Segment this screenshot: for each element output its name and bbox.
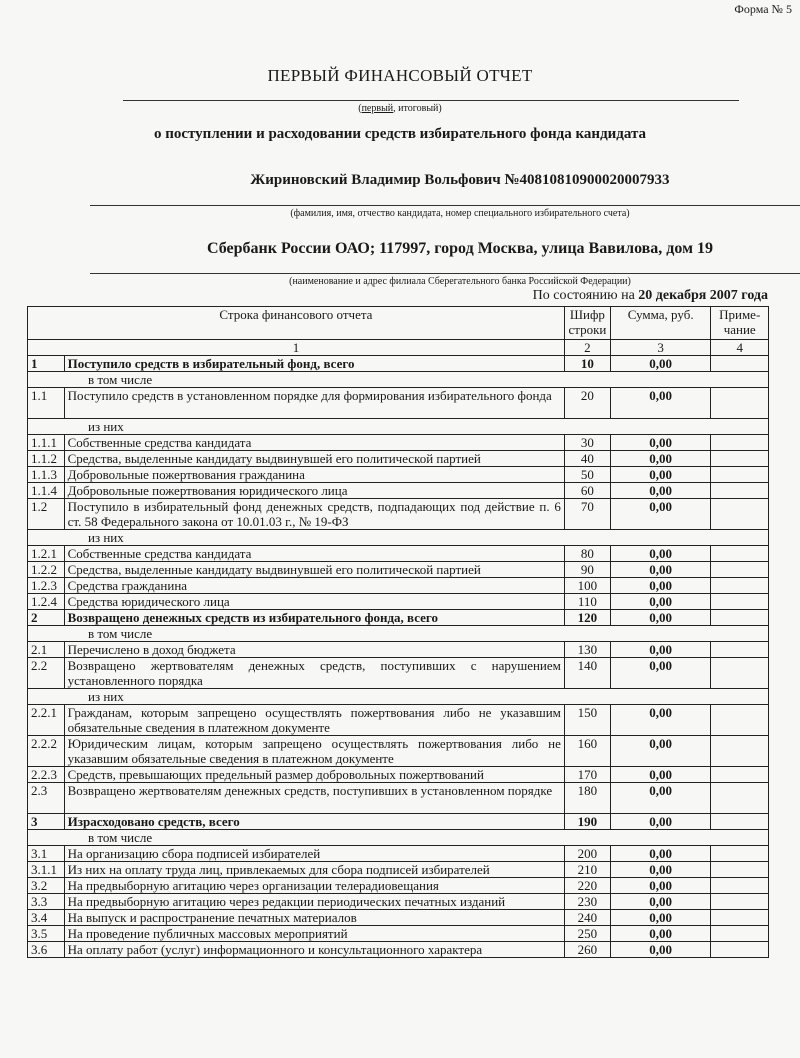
line-note: [711, 814, 769, 830]
line-description: На оплату работ (услуг) информационного и консультационного характера: [64, 942, 564, 958]
line-note: [711, 642, 769, 658]
line-description: На предвыборную агитацию через редакции периодических печатных изданий: [64, 894, 564, 910]
line-code: 80: [564, 546, 610, 562]
subheading-label: в том числе: [28, 830, 769, 846]
line-sum: 0,00: [610, 451, 710, 467]
line-note: [711, 942, 769, 958]
line-note: [711, 926, 769, 942]
form-number: Форма № 5: [734, 2, 792, 16]
line-sum: 0,00: [610, 783, 710, 814]
table-row: [28, 356, 769, 372]
line-sum: 0,00: [610, 610, 710, 626]
table-row: [28, 814, 769, 830]
line-code: 190: [564, 814, 610, 830]
line-note: [711, 356, 769, 372]
line-code: 90: [564, 562, 610, 578]
table-row: [28, 483, 769, 499]
table-row: [28, 878, 769, 894]
line-code: 180: [564, 783, 610, 814]
line-number: 2.2.2: [28, 736, 65, 767]
line-number: 3.5: [28, 926, 65, 942]
column-index: 2: [564, 340, 610, 356]
line-sum: 0,00: [610, 736, 710, 767]
line-number: 1.1: [28, 388, 65, 419]
line-code: 40: [564, 451, 610, 467]
table-row: [28, 862, 769, 878]
column-header-code: Шифр строки: [564, 307, 610, 340]
line-number: 3.1.1: [28, 862, 65, 878]
line-code: 200: [564, 846, 610, 862]
line-description: На проведение публичных массовых мероприятий: [64, 926, 564, 942]
line-sum: 0,00: [610, 942, 710, 958]
table-row: [28, 562, 769, 578]
table-row: [28, 642, 769, 658]
line-sum: 0,00: [610, 846, 710, 862]
line-description: Средства, выделенные кандидату выдвинувшей его политической партией: [64, 451, 564, 467]
line-note: [711, 562, 769, 578]
column-header-sum: Сумма, руб.: [610, 307, 710, 340]
table-row: [28, 736, 769, 767]
subheading-label: из них: [28, 689, 769, 705]
line-note: [711, 388, 769, 419]
bank-name-address: Сбербанк России ОАО; 117997, город Москва, улица Вавилова, дом 19: [207, 240, 713, 257]
line-sum: 0,00: [610, 483, 710, 499]
table-row: [28, 705, 769, 736]
line-number: 1.2: [28, 499, 65, 530]
line-description: Средств, превышающих предельный размер добровольных пожертвований: [64, 767, 564, 783]
line-number: 1.1.3: [28, 467, 65, 483]
line-sum: 0,00: [610, 499, 710, 530]
line-number: 1.1.2: [28, 451, 65, 467]
document-subtitle: о поступлении и расходовании средств избирательного фонда кандидата: [153, 126, 647, 142]
table-row: [28, 926, 769, 942]
line-sum: 0,00: [610, 926, 710, 942]
line-description: На предвыборную агитацию через организации телерадиовещания: [64, 878, 564, 894]
subheading-row: [28, 372, 769, 388]
line-sum: 0,00: [610, 467, 710, 483]
line-description: Возвращено денежных средств из избирательного фонда, всего: [64, 610, 564, 626]
subheading-row: [28, 626, 769, 642]
subheading-label: из них: [28, 530, 769, 546]
subheading-row: [28, 419, 769, 435]
line-code: 50: [564, 467, 610, 483]
line-note: [711, 736, 769, 767]
table-row: [28, 594, 769, 610]
line-number: 1.2.3: [28, 578, 65, 594]
line-description: Добровольные пожертвования юридического лица: [64, 483, 564, 499]
column-header-note: Приме-чание: [711, 307, 769, 340]
line-note: [711, 894, 769, 910]
line-code: 260: [564, 942, 610, 958]
line-code: 120: [564, 610, 610, 626]
as-of-date: По состоянию на 20 декабря 2007 года: [532, 288, 768, 303]
line-code: 10: [564, 356, 610, 372]
table-row: [28, 658, 769, 689]
line-number: 2.2: [28, 658, 65, 689]
table-row: [28, 546, 769, 562]
line-number: 1.2.4: [28, 594, 65, 610]
table-row: [28, 783, 769, 814]
report-type-caption: (первый, итоговый): [358, 103, 442, 114]
line-code: 70: [564, 499, 610, 530]
line-code: 210: [564, 862, 610, 878]
line-sum: 0,00: [610, 878, 710, 894]
line-description: Поступило средств в установленном порядке для формирования избирательного фонда: [64, 388, 564, 419]
column-index: 3: [610, 340, 710, 356]
line-sum: 0,00: [610, 862, 710, 878]
line-sum: 0,00: [610, 356, 710, 372]
candidate-underline: [90, 205, 800, 206]
line-number: 2.2.1: [28, 705, 65, 736]
line-sum: 0,00: [610, 894, 710, 910]
line-description: Возвращено жертвователям денежных средств, поступивших с нарушением установленного порядка: [64, 658, 564, 689]
line-sum: 0,00: [610, 435, 710, 451]
column-index: 4: [711, 340, 769, 356]
line-number: 2.2.3: [28, 767, 65, 783]
line-description: Юридическим лицам, которым запрещено осуществлять пожертвования либо не указавшим обязательные сведения в платежном документе: [64, 736, 564, 767]
table-row: [28, 767, 769, 783]
line-description: Средства юридического лица: [64, 594, 564, 610]
line-number: 3.2: [28, 878, 65, 894]
line-number: 1: [28, 356, 65, 372]
line-description: Из них на оплату труда лиц, привлекаемых для сбора подписей избирателей: [64, 862, 564, 878]
line-code: 140: [564, 658, 610, 689]
line-description: Собственные средства кандидата: [64, 435, 564, 451]
table-row: [28, 610, 769, 626]
line-sum: 0,00: [610, 910, 710, 926]
line-description: Собственные средства кандидата: [64, 546, 564, 562]
line-code: 220: [564, 878, 610, 894]
column-index-row: [28, 340, 769, 356]
line-note: [711, 435, 769, 451]
line-note: [711, 846, 769, 862]
line-note: [711, 467, 769, 483]
line-code: 30: [564, 435, 610, 451]
title-underline: [123, 100, 739, 101]
subheading-label: в том числе: [28, 626, 769, 642]
line-note: [711, 705, 769, 736]
line-description: Израсходовано средств, всего: [64, 814, 564, 830]
line-description: Возвращено жертвователям денежных средств, поступивших в установленном порядке: [64, 783, 564, 814]
line-note: [711, 578, 769, 594]
line-note: [711, 862, 769, 878]
subheading-label: из них: [28, 419, 769, 435]
table-row: [28, 910, 769, 926]
line-description: На выпуск и распространение печатных материалов: [64, 910, 564, 926]
table-row: [28, 435, 769, 451]
line-sum: 0,00: [610, 642, 710, 658]
line-code: 100: [564, 578, 610, 594]
line-number: 1.1.1: [28, 435, 65, 451]
line-note: [711, 878, 769, 894]
table-row: [28, 451, 769, 467]
candidate-caption: (фамилия, имя, отчество кандидата, номер специального избирательного счета): [290, 208, 630, 219]
line-sum: 0,00: [610, 594, 710, 610]
line-number: 1.2.2: [28, 562, 65, 578]
line-sum: 0,00: [610, 578, 710, 594]
column-header-line: Строка финансового отчета: [28, 307, 565, 340]
line-code: 150: [564, 705, 610, 736]
line-description: Средства гражданина: [64, 578, 564, 594]
line-note: [711, 783, 769, 814]
line-number: 1.2.1: [28, 546, 65, 562]
line-note: [711, 610, 769, 626]
line-description: Поступило средств в избирательный фонд, всего: [64, 356, 564, 372]
line-number: 1.1.4: [28, 483, 65, 499]
line-code: 240: [564, 910, 610, 926]
line-code: 110: [564, 594, 610, 610]
table-row: [28, 467, 769, 483]
subheading-row: [28, 530, 769, 546]
column-index: 1: [28, 340, 565, 356]
line-number: 2.3: [28, 783, 65, 814]
line-number: 3.1: [28, 846, 65, 862]
subheading-row: [28, 830, 769, 846]
line-note: [711, 546, 769, 562]
line-number: 3.6: [28, 942, 65, 958]
line-description: Поступило в избирательный фонд денежных средств, подпадающих под действие п. 6 ст. 58 Федерального закона от 10.01.03 г., № 19-ФЗ: [64, 499, 564, 530]
line-sum: 0,00: [610, 705, 710, 736]
line-code: 230: [564, 894, 610, 910]
line-note: [711, 658, 769, 689]
table-header-row: [28, 307, 769, 340]
line-sum: 0,00: [610, 767, 710, 783]
line-note: [711, 483, 769, 499]
line-code: 170: [564, 767, 610, 783]
line-code: 20: [564, 388, 610, 419]
line-note: [711, 767, 769, 783]
candidate-name-account: Жириновский Владимир Вольфович №40810810900020007933: [250, 172, 670, 188]
bank-caption: (наименование и адрес филиала Сберегательного банка Российской Федерации): [289, 276, 631, 287]
line-sum: 0,00: [610, 658, 710, 689]
line-description: Гражданам, которым запрещено осуществлять пожертвования либо не указавшим обязательные сведения в платежном документе: [64, 705, 564, 736]
line-number: 3.3: [28, 894, 65, 910]
subheading-label: в том числе: [28, 372, 769, 388]
line-code: 160: [564, 736, 610, 767]
document-title: ПЕРВЫЙ ФИНАНСОВЫЙ ОТЧЕТ: [267, 66, 533, 85]
line-code: 130: [564, 642, 610, 658]
line-sum: 0,00: [610, 546, 710, 562]
table-row: [28, 388, 769, 419]
subheading-row: [28, 689, 769, 705]
line-number: 3: [28, 814, 65, 830]
report-type-selected: первый: [361, 103, 394, 114]
line-note: [711, 594, 769, 610]
line-description: Средства, выделенные кандидату выдвинувшей его политической партией: [64, 562, 564, 578]
table-body: [28, 356, 769, 958]
line-sum: 0,00: [610, 388, 710, 419]
line-description: На организацию сбора подписей избирателей: [64, 846, 564, 862]
line-number: 3.4: [28, 910, 65, 926]
line-sum: 0,00: [610, 814, 710, 830]
financial-report-table: [27, 306, 769, 958]
table-row: [28, 578, 769, 594]
table-row: [28, 894, 769, 910]
line-sum: 0,00: [610, 562, 710, 578]
line-note: [711, 910, 769, 926]
line-description: Перечислено в доход бюджета: [64, 642, 564, 658]
table-row: [28, 499, 769, 530]
table-row: [28, 846, 769, 862]
line-note: [711, 499, 769, 530]
line-code: 250: [564, 926, 610, 942]
line-number: 2.1: [28, 642, 65, 658]
line-note: [711, 451, 769, 467]
line-number: 2: [28, 610, 65, 626]
bank-underline: [90, 273, 800, 274]
line-description: Добровольные пожертвования гражданина: [64, 467, 564, 483]
table-row: [28, 942, 769, 958]
line-code: 60: [564, 483, 610, 499]
